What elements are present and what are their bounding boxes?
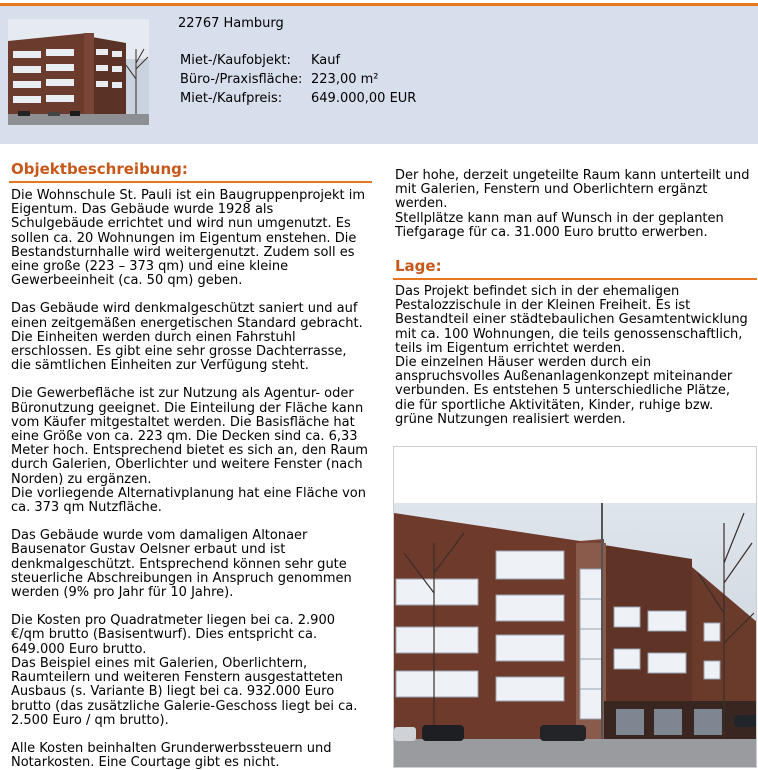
building-photo-frame bbox=[393, 446, 757, 768]
fact-row-type bbox=[180, 51, 416, 70]
fact-label: Büro-/Praxisfläche: bbox=[180, 72, 303, 87]
fact-row-area bbox=[180, 70, 416, 89]
lage-description: Das Projekt befindet sich in der ehemaligen Pestalozzischule in der Kleinen Freiheit. Es ist Bestandteil einer städtebaulichen Gesamtentwicklung mit ca. 100 Wohnungen, die teils genossenschaftlich, teils im Eigentum errichtet werden. Die einzelnen Häuser werden durch ein anspruchsvolles Außenanlagenkonzept miteinander verbunden. Es entstehen 5 unterschiedliche Plätze, die für sportliche Aktivitäten, Kinder, ruhige bzw. grüne Nutzungen realisiert werden. bbox=[395, 284, 748, 427]
objekt-description bbox=[11, 189, 369, 770]
objekt-heading: Objektbeschreibung: bbox=[11, 160, 188, 178]
objekt-paragraph: Das Gebäude wurde vom damaligen Altonaer Bausenator Gustav Oelsner erbaut und ist denkmalgeschützt. Entsprechend können sehr gute steuerliche Abschreibungen in Anspruch genommen werden (9% pro Jahr für 10 Jahre). bbox=[11, 528, 352, 601]
fact-label: Miet-/Kaufobjekt: bbox=[180, 53, 291, 68]
building-thumbnail[interactable] bbox=[8, 19, 149, 125]
lage-heading-rule bbox=[393, 278, 757, 280]
listing-header bbox=[0, 6, 758, 144]
facts-table bbox=[180, 51, 416, 108]
lage-heading: Lage: bbox=[395, 257, 442, 275]
fact-row-price bbox=[180, 89, 416, 108]
description-continuation: Der hohe, derzeit ungeteilte Raum kann unterteilt und mit Galerien, Fenstern und Oberlichtern ergänzt werden. Stellplätze kann man auf Wunsch in der geplanten Tiefgarage für ca. 31.000 Euro brutto erwerben. bbox=[395, 168, 750, 240]
fact-value: 223,00 m² bbox=[311, 72, 379, 87]
objekt-paragraph: Die Gewerbefläche ist zur Nutzung als Agentur- oder Büronutzung geeignet. Die Einteilung der Fläche kann vom Käufer mitgestaltet werden. Die Basisfläche hat eine Größe von ca. 223 qm. Die Decken sind ca. 6,33 Meter hoch. Entsprechend bietet es sich an, den Raum durch Galerien, Oberlichter und weitere Fenster (nach Norden) zu ergänzen. Die vorliegende Alternativplanung hat eine Fläche von ca. 373 qm Nutzfläche. bbox=[11, 386, 368, 516]
fact-value: 649.000,00 EUR bbox=[311, 91, 417, 106]
fact-value: Kauf bbox=[311, 53, 341, 68]
building-photo[interactable] bbox=[394, 503, 757, 768]
fact-label: Miet-/Kaufpreis: bbox=[180, 91, 283, 106]
objekt-paragraph: Alle Kosten beinhalten Grunderwerbssteuern und Notarkosten. Eine Courtage gibt es nicht. bbox=[11, 740, 332, 770]
objekt-heading-rule bbox=[9, 181, 372, 183]
address-text: 22767 Hamburg bbox=[178, 16, 284, 31]
objekt-paragraph: Die Kosten pro Quadratmeter liegen bei ca. 2.900 €/qm brutto (Basisentwurf). Dies entspricht ca. 649.000 Euro brutto. Das Beispiel eines mit Galerien, Oberlichtern, Raumteilern und weiteren Fenstern ausgestatteten Ausbaus (s. Variante B) liegt bei ca. 932.000 Euro brutto (das zusätzliche Galerie-Geschoss liegt bei ca. 2.500 Euro / qm brutto). bbox=[11, 613, 358, 728]
objekt-paragraph: Das Gebäude wird denkmalgeschützt saniert und auf einen zeitgemäßen energetischen Standard gebracht. Die Einheiten werden durch einen Fahrstuhl erschlossen. Es gibt eine sehr grosse Dachterrasse, die sämtlichen Einheiten zur Verfügung steht. bbox=[11, 301, 363, 374]
objekt-paragraph: Die Wohnschule St. Pauli ist ein Baugruppenprojekt im Eigentum. Das Gebäude wurde 1928 als Schulgebäude errichtet und wird nun umgenutzt. Es sollen ca. 20 Wohnungen im Eigentum enstehen. Die Bestandsturnhalle wird weitergenutzt. Zudem soll es eine große (223 – 373 qm) und eine kleine Gewerbeeinheit (ca. 50 qm) geben. bbox=[11, 188, 366, 289]
